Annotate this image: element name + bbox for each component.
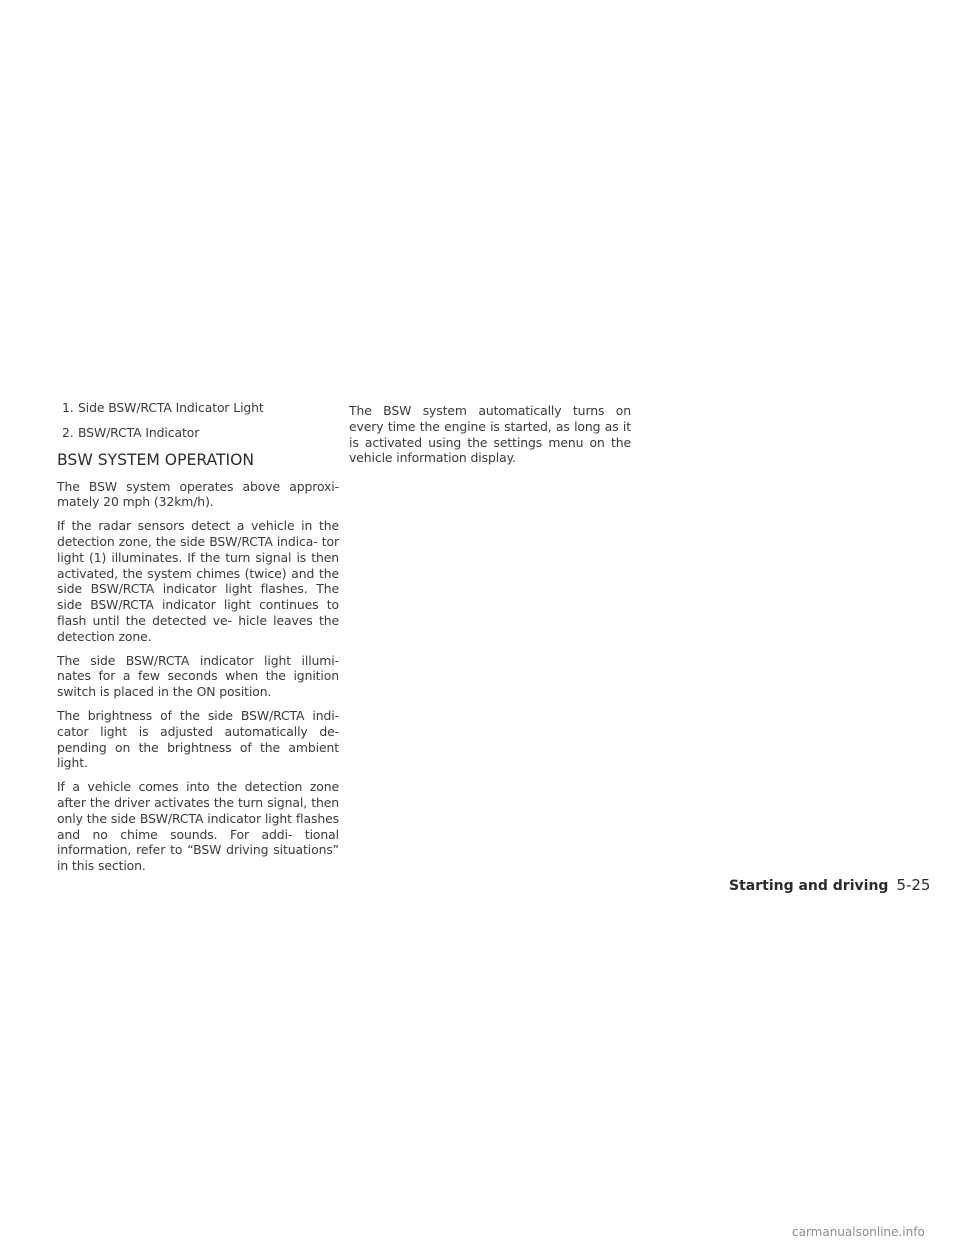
left-column	[57, 400, 339, 882]
figure-caption-list	[57, 400, 339, 441]
caption-item	[62, 425, 339, 441]
caption-text: Side BSW/RCTA Indicator Light	[78, 400, 264, 415]
caption-text: BSW/RCTA Indicator	[78, 424, 200, 440]
page-footer	[729, 876, 930, 894]
right-column	[349, 403, 631, 474]
section-heading: BSW SYSTEM OPERATION	[57, 450, 255, 469]
caption-item	[62, 400, 339, 416]
caption-number: 1.	[62, 400, 74, 415]
body-paragraph: The brightness of the side BSW/RCTA indi- cator light is adjusted automatically de- pending on the brightness of the ambient light.	[57, 707, 339, 771]
body-paragraph: The BSW system operates above approxi- mately 20 mph (32km/h).	[57, 478, 339, 510]
body-paragraph: If a vehicle comes into the detection zone after the driver activates the turn signal, then only the side BSW/RCTA indicator light flashes and no chime sounds. For addi- tional information, refer to “BSW driving situations” in this section.	[57, 779, 339, 874]
body-paragraph: The BSW system automatically turns on every time the engine is started, as long as it is activated using the settings menu on the vehicle information display.	[349, 403, 631, 466]
page-number: 5-25	[896, 876, 931, 894]
body-paragraph: If the radar sensors detect a vehicle in the detection zone, the side BSW/RCTA indica- tor light (1) illuminates. If the turn signal is then activated, the system chimes (twice) and the side BSW/RCTA indicator light flashes. The side BSW/RCTA indicator light continues to flash until the detected ve- hicle leaves the detection zone.	[57, 518, 339, 644]
caption-number: 2.	[62, 424, 74, 440]
body-paragraph: The side BSW/RCTA indicator light illumi- nates for a few seconds when the ignition switch is placed in the ON position.	[57, 652, 339, 700]
watermark: carmanualsonline.info	[792, 1225, 925, 1239]
footer-section-title: Starting and driving	[729, 878, 889, 894]
